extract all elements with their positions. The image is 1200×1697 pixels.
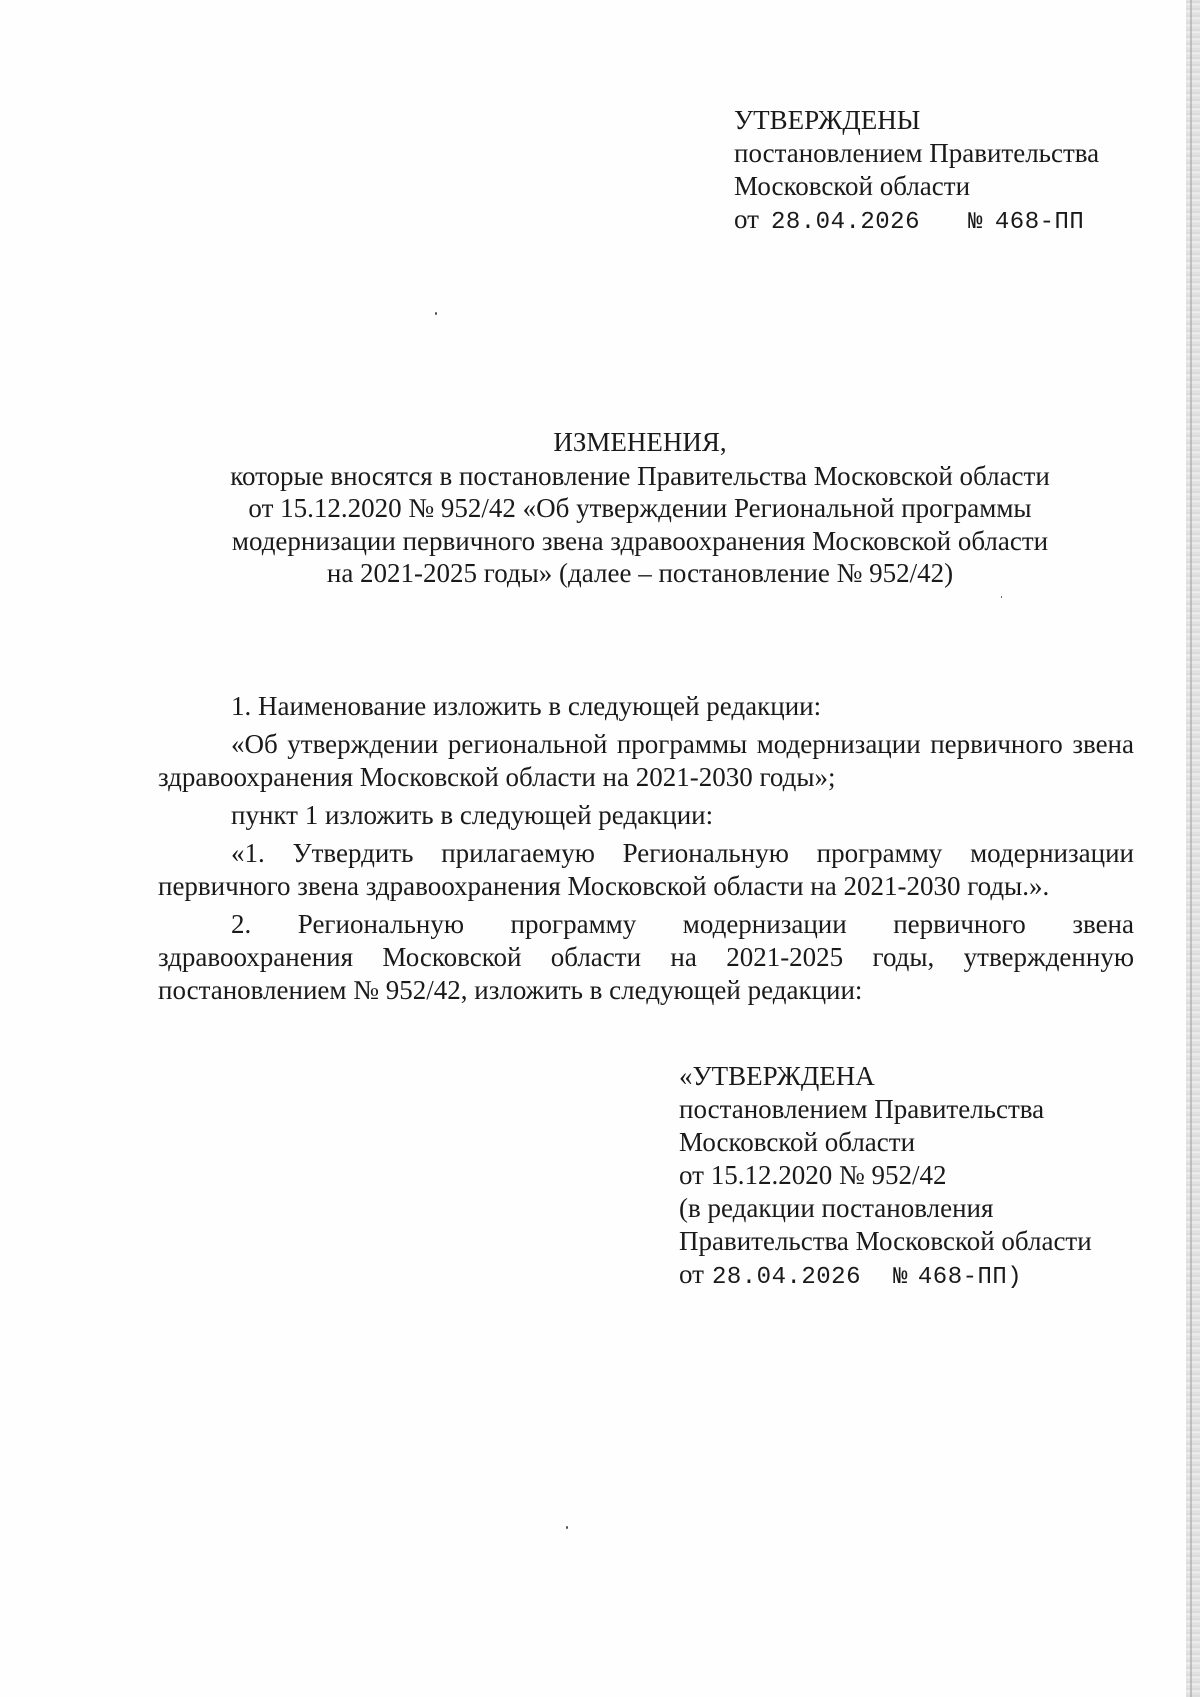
approval-number: 468-ПП — [994, 209, 1085, 236]
paragraph-3: пункт 1 изложить в следующей редакции: — [231, 800, 714, 830]
from-label: от — [734, 204, 759, 234]
approval2-line-3: Московской области — [679, 1127, 916, 1157]
approval2-number: 468-ПП) — [917, 1264, 1023, 1291]
scan-speck — [566, 1526, 568, 1529]
approval2-line-4: от 15.12.2020 № 952/42 — [679, 1160, 947, 1190]
document-title — [160, 426, 1120, 590]
paragraph-2: «Об утверждении региональной программы модернизации первичного звена здравоохранения Московской области на 2021-2030 годы»; — [158, 729, 1134, 792]
paragraph-4: «1. Утвердить прилагаемую Региональную программу модернизации первичного звена здравоохранения Московской области на 2021-2030 годы.». — [158, 838, 1134, 901]
paragraph-5: 2. Региональную программу модернизации первичного звена здравоохранения Московской области на 2021-2025 годы, утвержденную постановлением № 952/42, изложить в следующей редакции: — [158, 909, 1134, 1005]
title-line-3: модернизации первичного звена здравоохранения Московской области — [231, 525, 1049, 556]
approval2-line-1: «УТВЕРЖДЕНА — [679, 1061, 875, 1091]
approval2-from-label: от — [679, 1259, 704, 1289]
paragraph-1: 1. Наименование изложить в следующей редакции: — [231, 691, 822, 721]
number-sign: № — [967, 209, 983, 236]
approval2-line-5: (в редакции постановления — [679, 1193, 994, 1223]
scan-edge-line — [1190, 0, 1192, 1697]
approval-date: 28.04.2026 — [770, 209, 920, 236]
approval-line-2: постановлением Правительства — [734, 138, 1100, 168]
scan-edge — [1186, 0, 1200, 1697]
title-line-2: от 15.12.2020 № 952/42 «Об утверждении Региональной программы — [248, 493, 1032, 523]
approval2-line-2: постановлением Правительства — [679, 1094, 1045, 1124]
approval-line-3: Московской области — [734, 171, 971, 201]
title-line-4: на 2021-2025 годы» (далее – постановление № 952/42) — [326, 558, 954, 588]
approval-header — [734, 104, 1099, 239]
scan-speck — [1001, 596, 1002, 598]
approval2-number-sign: № — [892, 1264, 908, 1291]
approval-block-2 — [679, 1060, 1092, 1294]
document-body — [158, 690, 1134, 1012]
approval-title: УТВЕРЖДЕНЫ — [734, 105, 921, 135]
approval-date-line — [734, 203, 1099, 239]
title-line-1: которые вносятся в постановление Правительства Московской области — [230, 460, 1050, 491]
title-heading: ИЗМЕНЕНИЯ, — [553, 427, 727, 457]
approval2-date-line — [679, 1258, 1092, 1294]
scan-speck — [435, 312, 437, 315]
approval2-line-6: Правительства Московской области — [679, 1226, 1092, 1256]
approval2-date: 28.04.2026 — [711, 1264, 861, 1291]
